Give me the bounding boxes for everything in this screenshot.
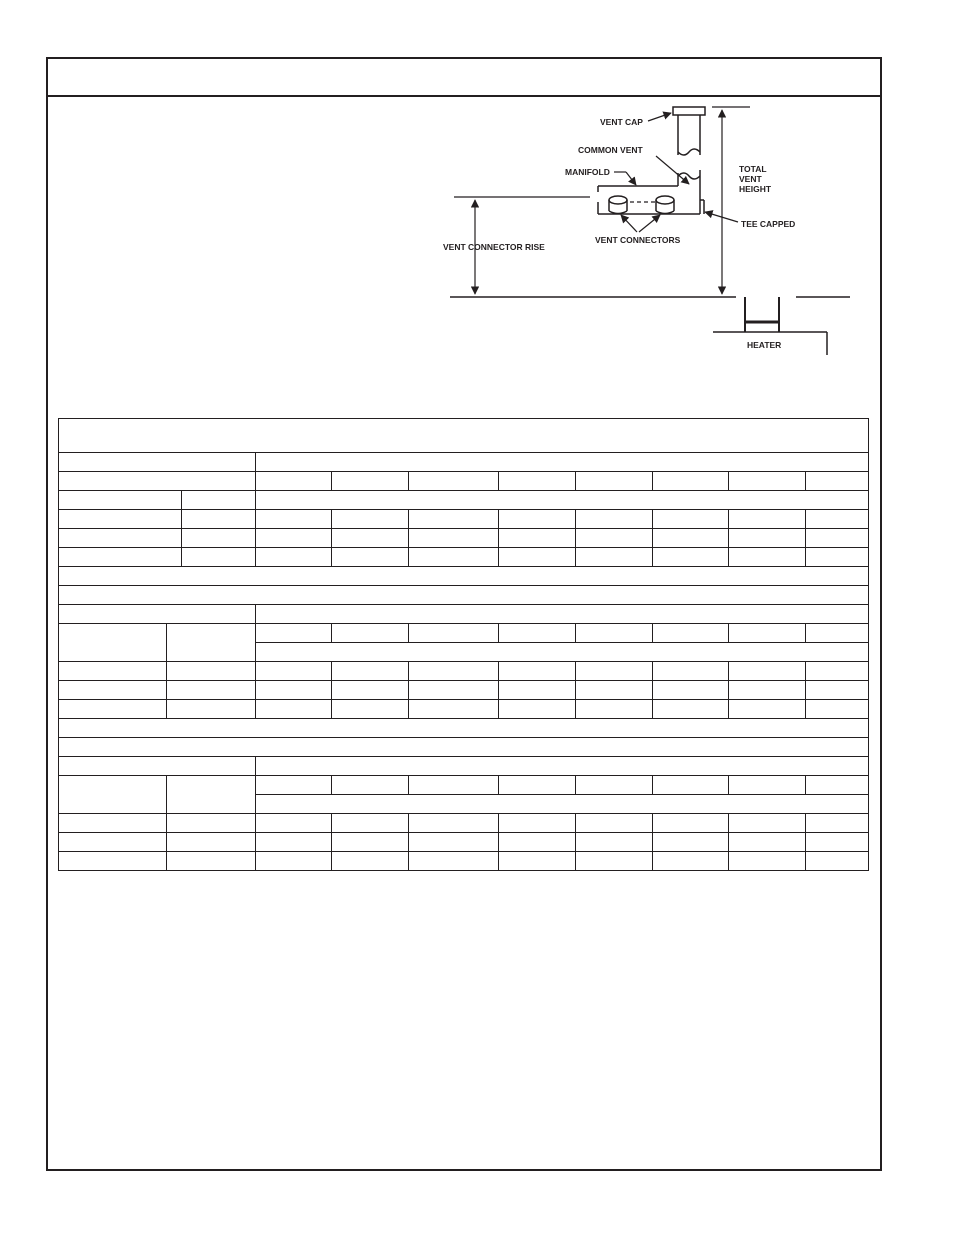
table-section-row (59, 567, 869, 586)
table-row (59, 529, 869, 548)
table-row (59, 510, 869, 529)
vent-connectors-label: VENT CONNECTORS (595, 235, 681, 245)
tee-capped-label: TEE CAPPED (741, 219, 796, 229)
table-section-row (59, 719, 869, 738)
table-row (59, 776, 869, 795)
total-vent-height-label-3: HEIGHT (739, 184, 772, 194)
table-section-row (59, 586, 869, 605)
total-vent-height-label-1: TOTAL (739, 164, 767, 174)
vent-table (58, 418, 869, 871)
table-row (59, 624, 869, 643)
total-vent-height-label-2: VENT (739, 174, 762, 184)
table-row (59, 681, 869, 700)
vent-cap-label: VENT CAP (600, 117, 643, 127)
table-row (59, 605, 869, 624)
table-row (59, 814, 869, 833)
table-row (59, 662, 869, 681)
vent-cap-shape (673, 107, 705, 115)
table-section-row (59, 738, 869, 757)
table-row (59, 491, 869, 510)
table-row (59, 833, 869, 852)
vent-connector-rise-label: VENT CONNECTOR RISE (443, 242, 545, 252)
table-title-row (59, 419, 869, 453)
manifold-label: MANIFOLD (565, 167, 610, 177)
table-row (59, 757, 869, 776)
common-vent-label: COMMON VENT (578, 145, 643, 155)
vent-diagram (0, 0, 954, 420)
heater-label: HEATER (747, 340, 782, 350)
table-row (59, 548, 869, 567)
table-row (59, 852, 869, 871)
table-row (59, 700, 869, 719)
table-row (59, 472, 869, 491)
table-row (59, 453, 869, 472)
